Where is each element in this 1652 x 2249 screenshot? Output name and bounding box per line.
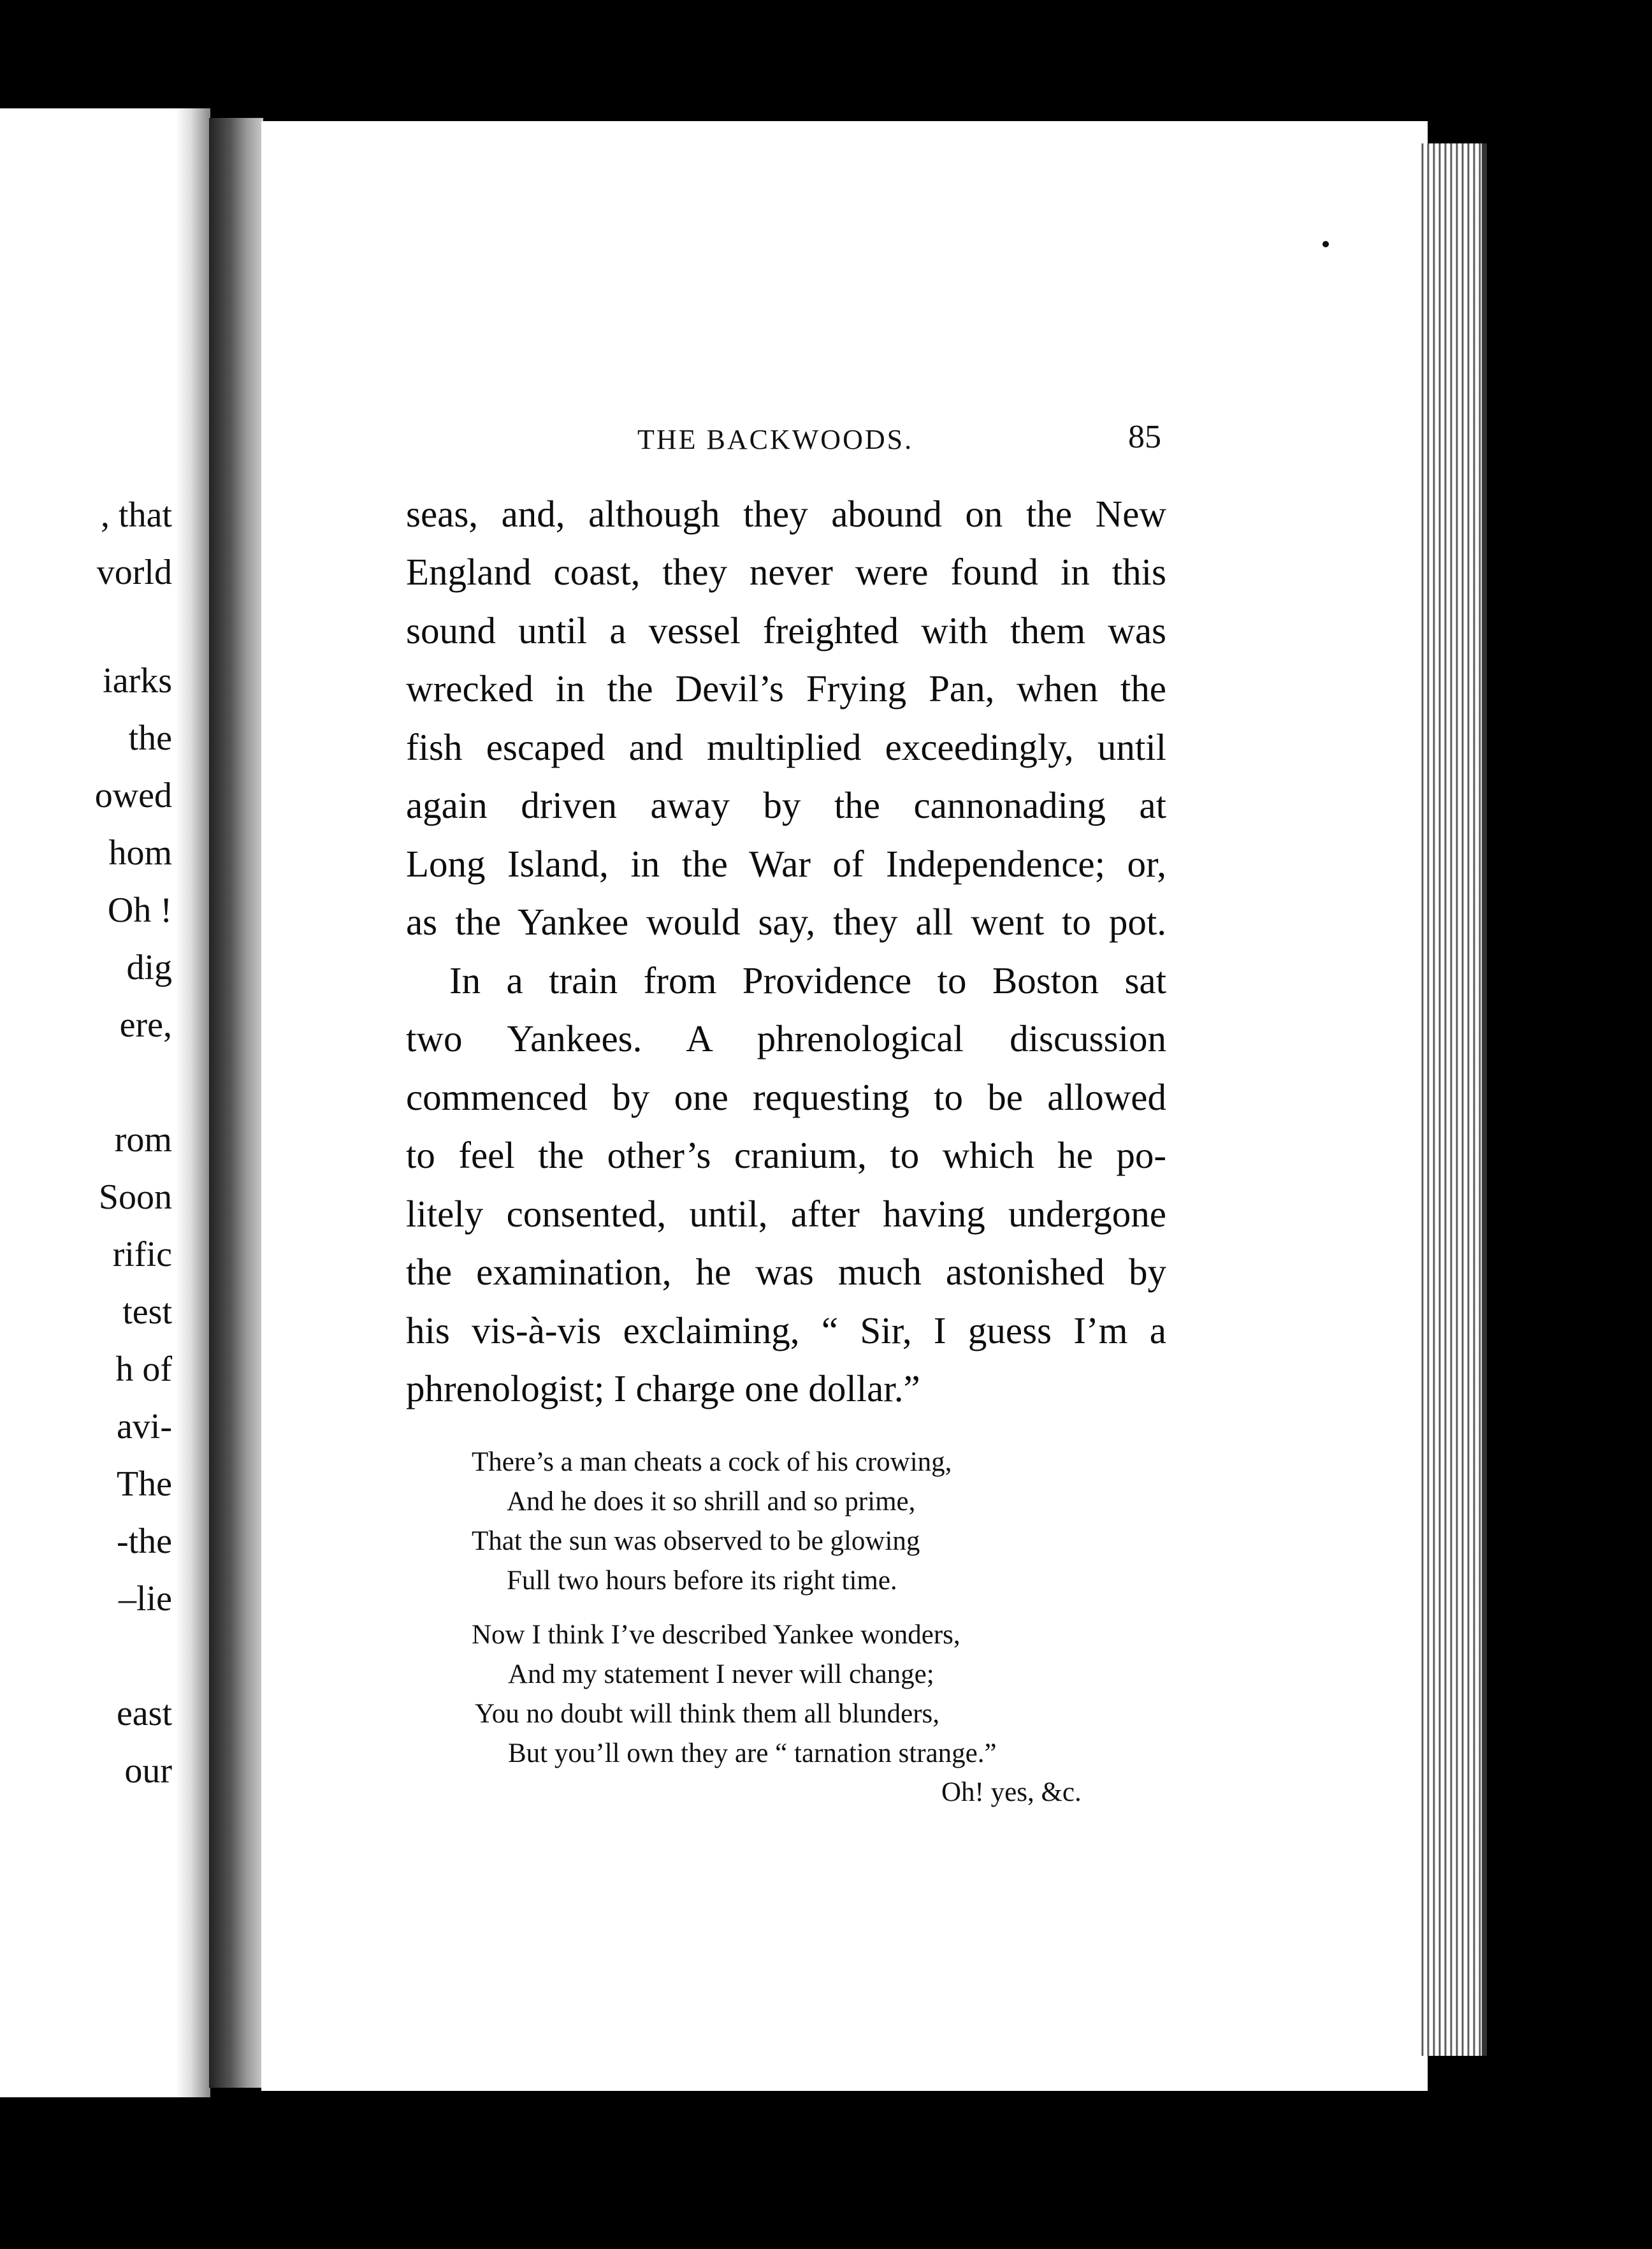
refrain-line: Oh! yes, &c. (941, 1777, 1082, 1807)
body-text-line: as the Yankee would say, they all went to pot. (406, 901, 1166, 943)
body-text-line: In a train from Providence to Boston sat (449, 959, 1166, 1001)
body-text-line: again driven away by the cannonading at (406, 784, 1166, 826)
body-text-line: sound until a vessel freighted with them was (406, 609, 1166, 651)
left-page-line: hom (108, 833, 172, 873)
left-page-line: ere, (119, 1005, 172, 1045)
left-page-line: east (116, 1694, 172, 1733)
body-text-line: England coast, they never were found in this (406, 551, 1166, 593)
previous-page-fragment (0, 108, 210, 2097)
left-page-line: iarks (103, 661, 172, 701)
left-page-line: rific (112, 1235, 172, 1274)
body-text-line: his vis-à-vis exclaiming, “ Sir, I guess I’m a (406, 1309, 1166, 1351)
left-page-line: our (124, 1751, 172, 1791)
body-text-line: wrecked in the Devil’s Frying Pan, when the (406, 667, 1166, 710)
body-text-line: phrenologist; I charge one dollar.” (406, 1367, 920, 1409)
book-gutter (209, 118, 263, 2088)
verse-line: And my statement I never will change; (508, 1659, 934, 1689)
left-page-line: the (128, 718, 172, 758)
body-text-line: seas, and, although they abound on the New (406, 493, 1166, 535)
scan-speck (1322, 241, 1329, 247)
left-page-line: vorld (96, 553, 172, 592)
verse-line: You no doubt will think them all blunders, (475, 1699, 940, 1729)
left-page-line: owed (94, 776, 172, 815)
verse-line: Full two hours before its right time. (507, 1566, 897, 1596)
previous-page-shadow (175, 108, 210, 2097)
body-text-line: two Yankees. A phrenological discussion (406, 1017, 1166, 1059)
page-edges (1418, 143, 1487, 2056)
body-text-line: litely consented, until, after having undergone (406, 1193, 1166, 1235)
body-text-line: fish escaped and multiplied exceedingly, until (406, 726, 1166, 768)
body-text-line: to feel the other’s cranium, to which he po- (406, 1134, 1166, 1176)
left-page-line: rom (114, 1120, 172, 1160)
left-page-line: h of (115, 1350, 172, 1389)
running-head: THE BACKWOODS. (637, 424, 914, 455)
left-page-line: test (122, 1292, 172, 1332)
left-page-line: avi- (116, 1407, 172, 1446)
page-number: 85 (1128, 419, 1161, 455)
verse-line: There’s a man cheats a cock of his crowing, (472, 1447, 952, 1477)
left-page-line: dig (126, 948, 172, 987)
verse-line: Now I think I’ve described Yankee wonders, (472, 1620, 960, 1650)
left-page-line: The (116, 1464, 172, 1504)
left-page-line: –lie (119, 1579, 172, 1619)
body-text-line: commenced by one requesting to be allowed (406, 1076, 1166, 1118)
left-page-line: Soon (98, 1177, 172, 1217)
verse-line: And he does it so shrill and so prime, (507, 1487, 916, 1517)
body-text-line: Long Island, in the War of Independence; or, (406, 843, 1166, 885)
verse-line: That the sun was observed to be glowing (472, 1526, 920, 1556)
left-page-line: Oh ! (107, 891, 172, 930)
left-page-line: , that (101, 495, 172, 535)
verse-line: But you’ll own they are “ tarnation strange.” (508, 1738, 997, 1768)
left-page-line: -the (116, 1522, 172, 1561)
body-text-line: the examination, he was much astonished by (406, 1251, 1166, 1293)
